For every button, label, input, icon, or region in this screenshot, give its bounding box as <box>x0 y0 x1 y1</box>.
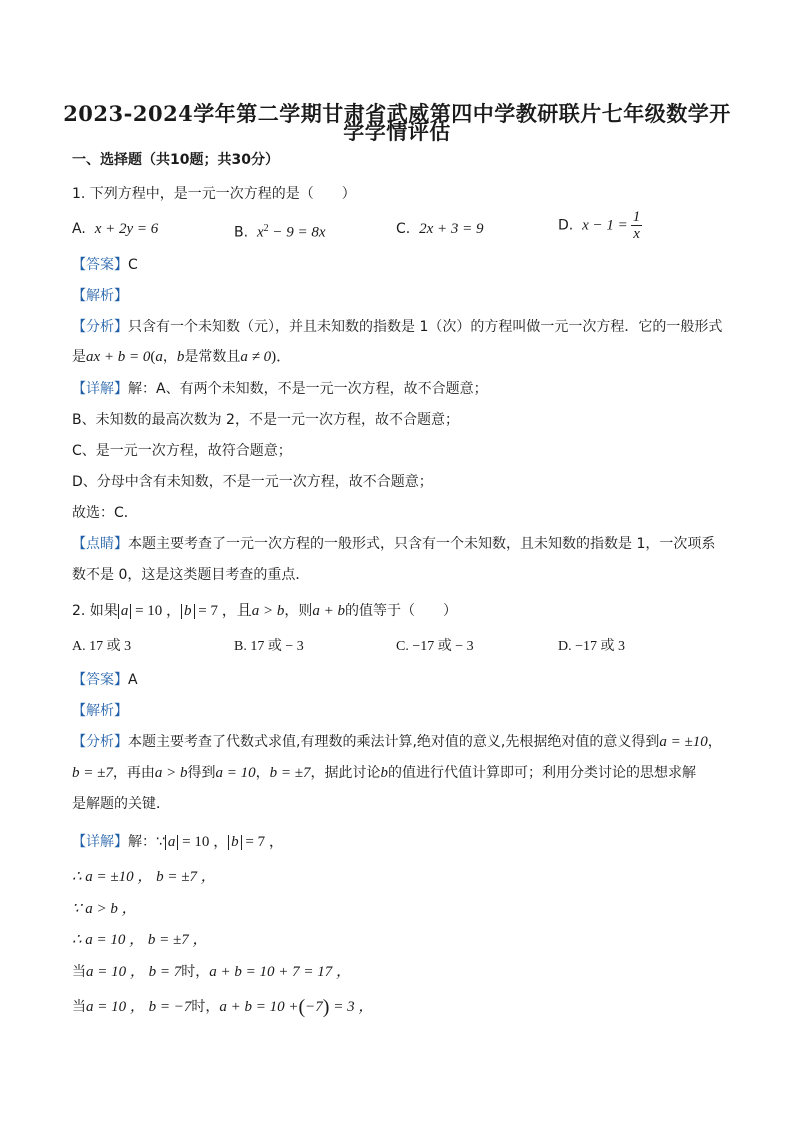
q1-comment-2: 数不是 0，这是这类题目考查的重点． <box>72 567 310 583</box>
q2-option-c: C. −17 或 − 3 <box>396 639 474 654</box>
q1-option-c: C. 2x + 3 = 9 <box>396 221 484 237</box>
q1-detail-2: B、未知数的最高次数为 2，不是一元一次方程，故不合题意； <box>72 412 459 428</box>
q2-stem: 2. 如果 a = 10 ， b = 7 ，且a > b，则a + b的值等于（ ） <box>72 603 457 619</box>
q2-option-a: A. 17 或 3 <box>72 639 132 654</box>
q2-step-2: ∴ a = ±10 ， b = ±7 ， <box>72 869 216 885</box>
q1-option-b: B. $x^2 - 9 = 8x$ <box>234 223 326 241</box>
q2-step-4: ∴ a = 10 ， b = ±7 ， <box>72 932 208 948</box>
q2-fenxi-1: 【分析】本题主要考查了代数式求值,有理数的乘法计算,绝对值的意义,先根据绝对值的意义得到a = ±10， <box>72 734 722 750</box>
q1-answer: 【答案】C <box>72 257 138 273</box>
q1-option-a: A. x + 2y = 6 <box>72 221 159 237</box>
q2-answer: 【答案】A <box>72 672 138 688</box>
q2-fenxi-3: 是解题的关键． <box>72 796 170 812</box>
q2-analysis-label: 【解析】 <box>72 703 128 719</box>
q1-detail-5: 故选：C． <box>72 505 138 521</box>
section-heading: 一、选择题（共10题；共30分） <box>72 152 279 168</box>
q2-step-6: 当a = 10 ， b = −7时，a + b = 10 +(−7) = 3 ， <box>72 996 374 1018</box>
q1-stem: 1. 下列方程中，是一元一次方程的是（ ） <box>72 186 356 202</box>
q1-fenxi-1: 【分析】只含有一个未知数（元），并且未知数的指数是 1（次）的方程叫做一元一次方程．它的一般形式 <box>72 319 723 335</box>
q1-fenxi-2: 是ax + b = 0(a，b是常数且a ≠ 0)． <box>72 349 292 365</box>
q1-comment-1: 【点睛】本题主要考查了一元一次方程的一般形式，只含有一个未知数，且未知数的指数是 1，一次项系 <box>72 536 716 552</box>
q2-step-3: ∵ a > b ， <box>72 901 137 917</box>
q1-detail-3: C、是一元一次方程，故符合题意； <box>72 443 292 459</box>
doc-title-line1: 2023-2024学年第二学期甘肃省武威第四中学教研联片七年级数学开 <box>63 101 731 126</box>
q2-detail-1: 【详解】解：∵ a = 10 ， b = 7 ， <box>72 834 284 850</box>
doc-title-line2: 学学情评估 <box>343 119 451 144</box>
q1-option-d: D. x − 1 = $\frac{1}{x}$ <box>558 209 641 242</box>
q2-option-d: D. −17 或 3 <box>558 639 626 654</box>
q1-detail-1: 【详解】解：A、有两个未知数，不是一元一次方程，故不合题意； <box>72 381 488 397</box>
q1-analysis-label: 【解析】 <box>72 288 128 304</box>
q2-step-5: 当a = 10 ， b = 7时，a + b = 10 + 7 = 17 ， <box>72 964 351 980</box>
q2-option-b: B. 17 或 − 3 <box>234 639 304 654</box>
q2-fenxi-2: b = ±7，再由a > b得到a = 10，b = ±7，据此讨论b的值进行代值计算即可；利用分类讨论的思想求解 <box>72 765 696 781</box>
q1-detail-4: D、分母中含有未知数，不是一元一次方程，故不合题意； <box>72 474 433 490</box>
